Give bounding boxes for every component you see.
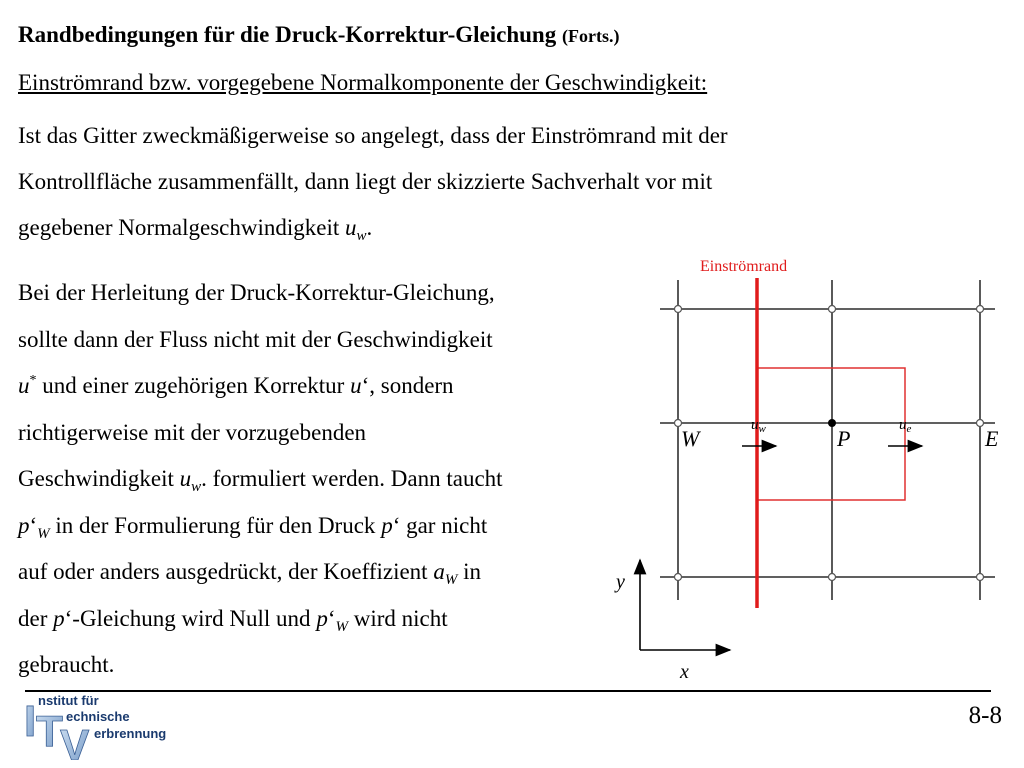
paragraph-line: richtigerweise mit der vorzugebenden [18, 419, 367, 445]
logo-line-1: nstitut für [38, 693, 99, 708]
node-label-p: P [837, 426, 851, 451]
grid-node [829, 574, 836, 581]
logo-letter-t: T [36, 707, 63, 756]
grid-node [977, 420, 984, 427]
page-number: 8-8 [968, 702, 1002, 729]
node-p-dot [828, 419, 836, 427]
velocity-label-w: $u_w$ [751, 417, 766, 435]
logo-line-3: erbrennung [94, 726, 167, 741]
control-volume-outline [757, 368, 905, 500]
grid-node [675, 306, 682, 313]
inflow-label: Einströmrand [700, 258, 788, 275]
title-suffix: (Forts.) [561, 26, 620, 46]
section-subhead: Einströmrand bzw. vorgegebene Normalkomponente der Geschwindigkeit: [18, 70, 708, 95]
paragraph-line: gegebener Normalgeschwindigkeit $u_w$. [18, 215, 373, 244]
paragraph-line: Kontrollfläche zusammenfällt, dann liegt der skizzierte Sachverhalt vor mit [18, 169, 713, 194]
axis-x-label: x [680, 661, 689, 683]
paragraph-line: auf oder anders ausgedrückt, der Koeffizient $a_W$ in [18, 559, 481, 588]
velocity-label-e: $u_e$ [899, 417, 912, 435]
grid-node [977, 306, 984, 313]
node-label-w: W [681, 426, 700, 451]
grid-lines [660, 280, 995, 600]
axis-y-label: y [616, 571, 625, 593]
logo-letter-i: I [24, 697, 37, 746]
paragraph-line: $p‘_W$ in der Formulierung für den Druck p‘ gar nicht [18, 512, 488, 542]
grid-nodes [675, 306, 984, 581]
paragraph-line: sollte dann der Fluss nicht mit der Geschwindigkeit [18, 326, 493, 352]
paragraph-line: gebraucht. [18, 652, 115, 677]
paragraph-line: der p‘-Gleichung wird Null und $p‘_W$ wird nicht [18, 605, 448, 635]
paragraph-line: Ist das Gitter zweckmäßigerweise so angelegt, dass der Einströmrand mit der [18, 123, 728, 148]
paragraph-line: Geschwindigkeit $u_w$. formuliert werden. Dann taucht [18, 466, 503, 495]
node-label-e: E [985, 426, 999, 451]
paragraph-line: u* und einer zugehörigen Korrektur u‘, sondern [18, 373, 454, 398]
paragraph-line: Bei der Herleitung der Druck-Korrektur-Gleichung, [18, 280, 495, 305]
institute-logo [20, 690, 210, 760]
grid-node [977, 574, 984, 581]
logo-letter-v: V [60, 721, 90, 760]
grid-node [675, 574, 682, 581]
grid-node [829, 306, 836, 313]
logo-line-2: echnische [66, 709, 130, 724]
title-main: Randbedingungen für die Druck-Korrektur-Gleichung [18, 22, 557, 47]
